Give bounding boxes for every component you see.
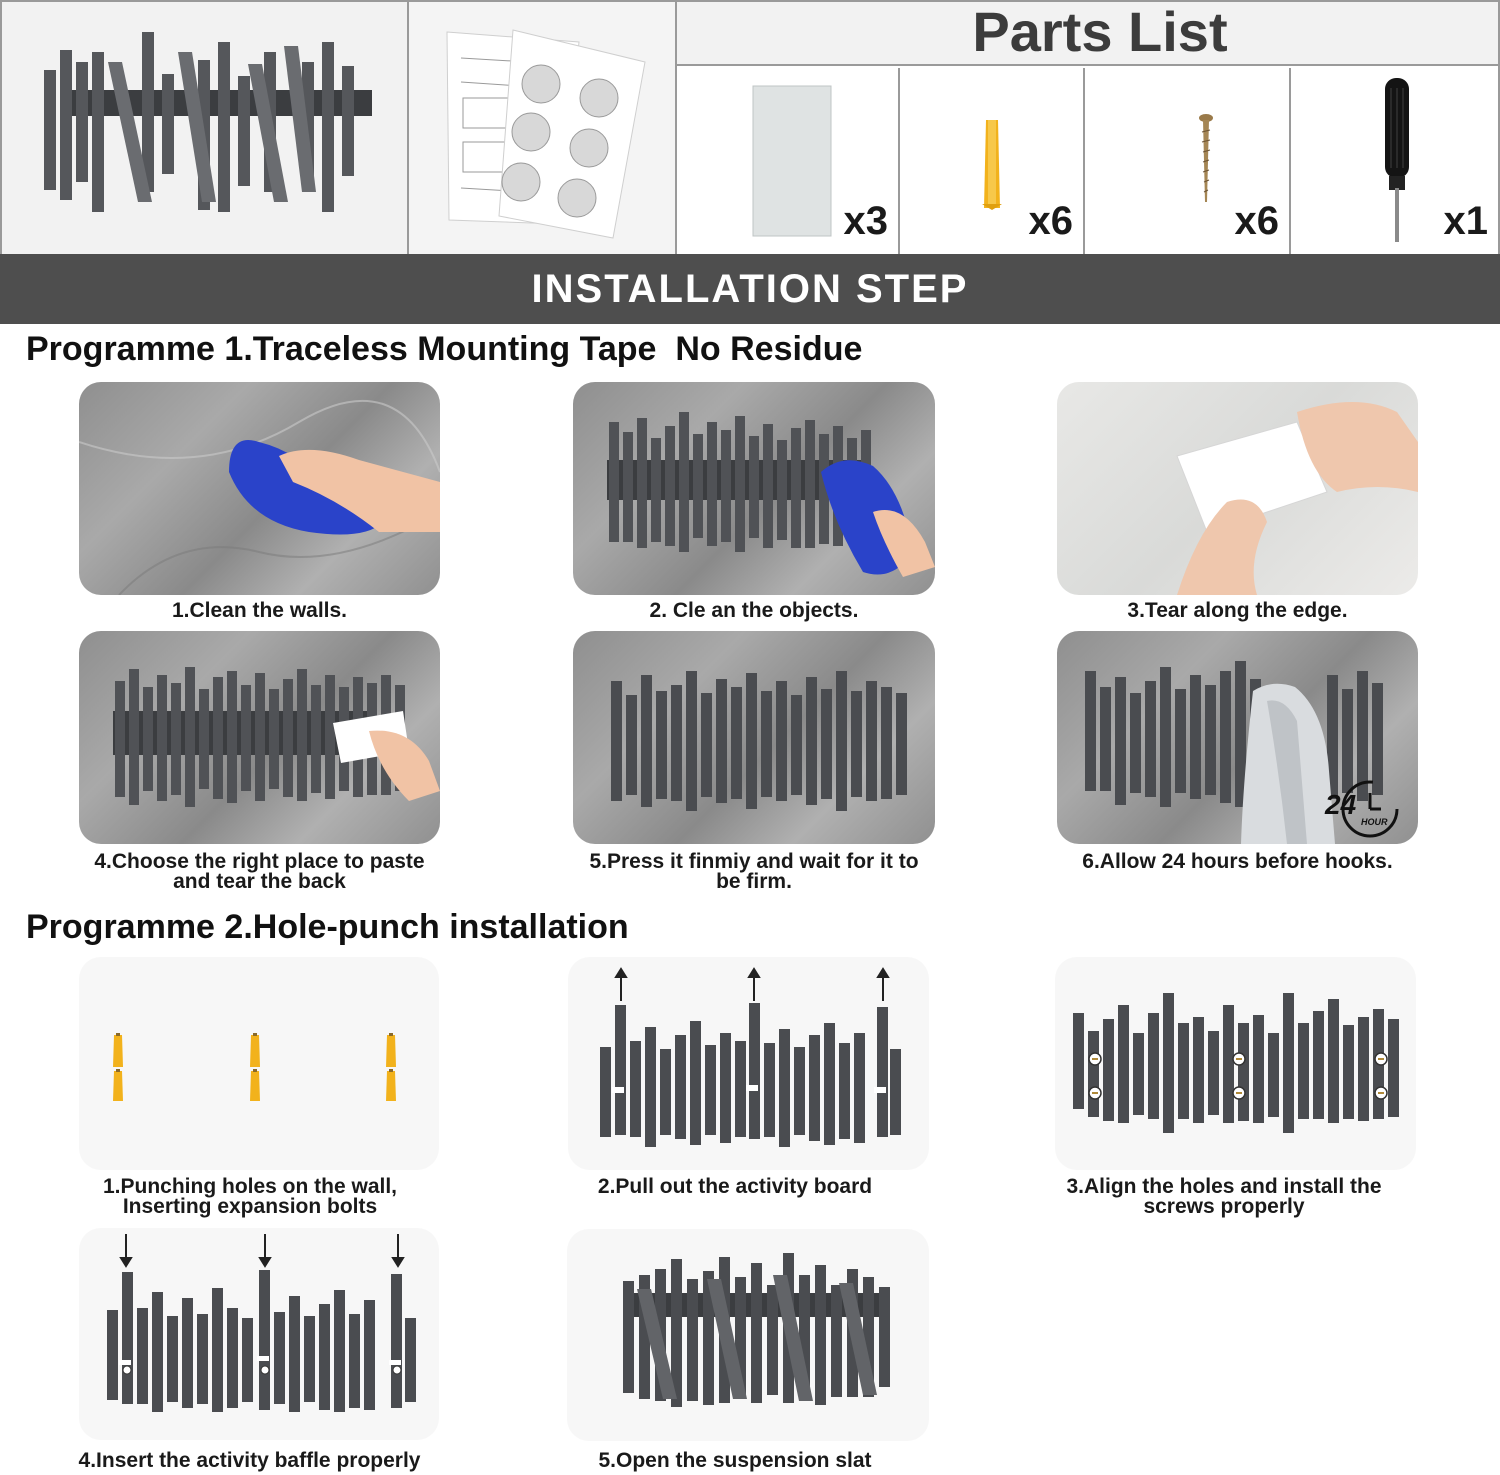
part-count: x6 xyxy=(1028,199,1073,243)
cleaning-rack-icon xyxy=(573,382,935,595)
timer-unit: HOUR xyxy=(1361,817,1388,827)
p1-step5-photo xyxy=(573,631,935,844)
p2-step1-caption xyxy=(67,1177,433,1217)
p1-step3-photo xyxy=(1057,382,1418,595)
p1-step2-photo xyxy=(573,382,935,595)
expansion-bolts-icon xyxy=(79,957,439,1170)
parts-title-bar xyxy=(677,2,1498,66)
part-count: x1 xyxy=(1443,199,1488,243)
installation-banner xyxy=(0,254,1500,324)
instruction-manual-photo xyxy=(409,2,675,254)
p1-step4-photo xyxy=(79,631,440,844)
p2-step5-photo xyxy=(567,1229,929,1441)
cleaning-hand-icon xyxy=(79,382,440,595)
parts-list-title: Parts List xyxy=(972,0,1228,63)
part-mounting-tape xyxy=(677,68,898,254)
p2-step4-caption: 4.Insert the activity baffle properly xyxy=(78,1449,421,1472)
banner-title: INSTALLATION STEP xyxy=(531,267,969,311)
screw-alignment-icon xyxy=(1055,957,1416,1170)
p2-step3-photo xyxy=(1055,957,1416,1170)
coat-rack-icon xyxy=(2,2,407,254)
open-slats-icon xyxy=(567,1229,929,1441)
part-expansion-bolt xyxy=(900,68,1083,254)
insert-baffle-icon xyxy=(79,1228,439,1440)
programme-1-title: Programme 1.Traceless Mounting Tape No Residue xyxy=(26,330,863,368)
p1-step2-caption: 2. Cle an the objects. xyxy=(649,599,859,622)
caption-line: Inserting expansion bolts xyxy=(122,1195,378,1218)
p2-step1-photo xyxy=(79,957,439,1170)
pull-board-icon xyxy=(568,957,929,1170)
parts-strip xyxy=(0,0,1500,254)
part-screwdriver xyxy=(1291,68,1498,254)
part-screw xyxy=(1085,68,1289,254)
p1-step5-caption xyxy=(573,852,935,892)
caption-line: and tear the back xyxy=(173,870,346,893)
p2-step4-photo xyxy=(79,1228,439,1440)
pasting-tape-icon xyxy=(79,631,440,844)
caption-line: screws properly xyxy=(1143,1195,1305,1218)
p1-step6-photo xyxy=(1057,631,1418,844)
caption-line: 4.Choose the right place to paste xyxy=(94,850,425,873)
p1-step1-caption: 1.Clean the walls. xyxy=(171,599,348,622)
p2-step2-caption: 2.Pull out the activity board xyxy=(597,1175,873,1198)
p1-step6-caption: 6.Allow 24 hours before hooks. xyxy=(1082,850,1393,873)
p2-step2-photo xyxy=(568,957,929,1170)
product-photo xyxy=(2,2,407,254)
p1-step3-caption: 3.Tear along the edge. xyxy=(1127,599,1348,622)
part-count: x6 xyxy=(1234,199,1279,243)
caption-line: 3.Align the holes and install the xyxy=(1066,1175,1382,1198)
p2-step3-caption xyxy=(1044,1177,1404,1217)
caption-line: 5.Press it finmiy and wait for it to xyxy=(589,850,919,873)
tearing-tape-icon xyxy=(1057,382,1418,595)
p1-step4-caption xyxy=(79,852,440,892)
p1-step1-photo xyxy=(79,382,440,595)
manual-pages-icon xyxy=(409,2,675,254)
timer-badge xyxy=(1323,777,1403,841)
part-count: x3 xyxy=(843,199,888,243)
programme-2-title: Programme 2.Hole-punch installation xyxy=(26,908,629,946)
mounted-rack-icon xyxy=(573,631,935,844)
caption-line: be firm. xyxy=(716,870,792,893)
caption-line: 1.Punching holes on the wall, xyxy=(102,1175,398,1198)
p2-step5-caption: 5.Open the suspension slat xyxy=(598,1449,872,1472)
timer-number: 24 xyxy=(1325,789,1357,820)
